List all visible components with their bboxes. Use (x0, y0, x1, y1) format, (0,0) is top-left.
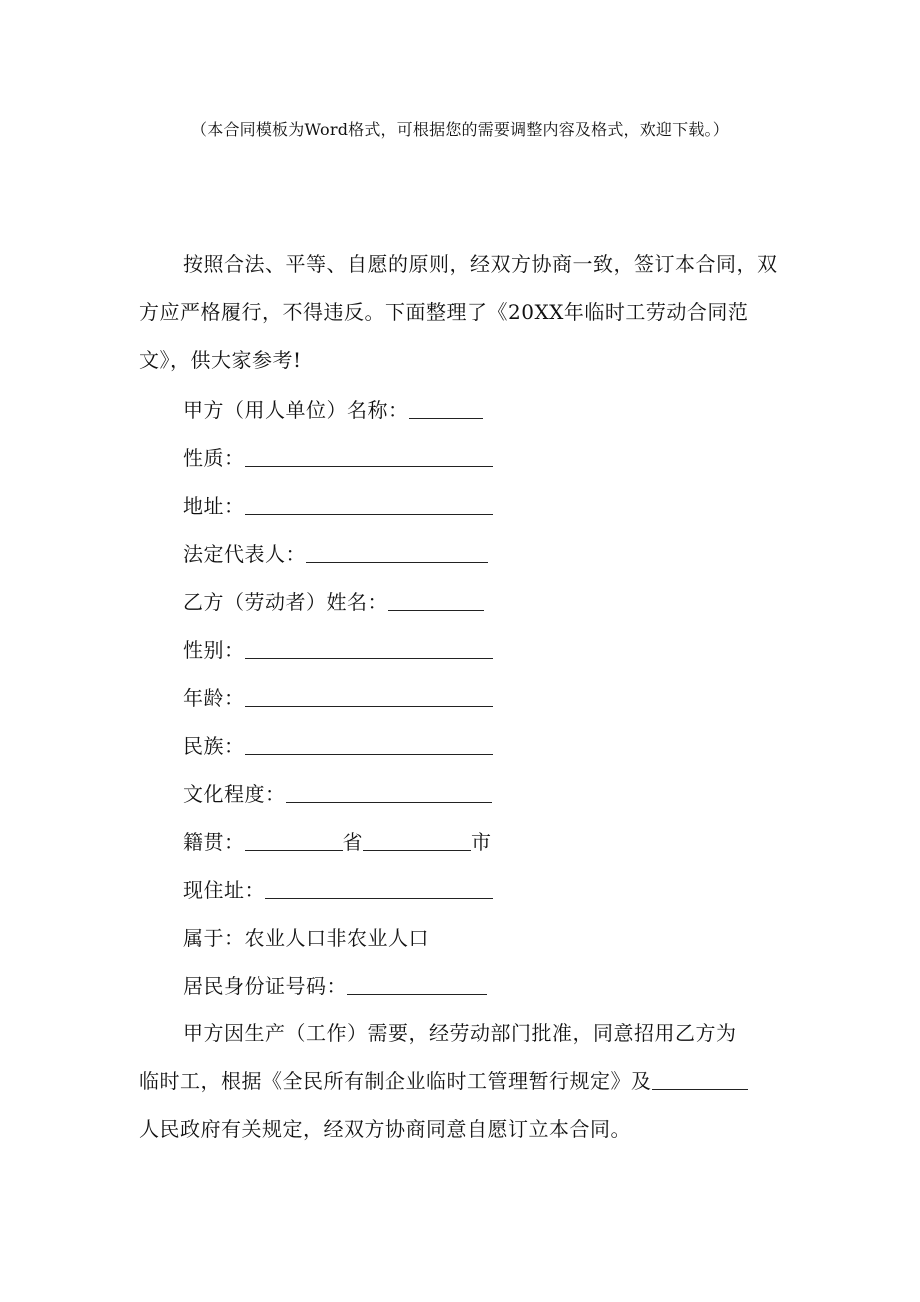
closing-paragraph (139, 1009, 779, 1153)
age-blank[interactable] (245, 705, 493, 707)
native-place-field (183, 818, 492, 866)
gender-label: 性别： (183, 638, 245, 662)
ethnicity-blank[interactable] (245, 753, 493, 755)
id-number-label: 居民身份证号码： (183, 974, 347, 998)
employee-name-blank[interactable] (388, 609, 484, 611)
legal-rep-blank[interactable] (306, 561, 488, 563)
city-label: 市 (471, 830, 492, 854)
address-blank[interactable] (245, 513, 493, 515)
intro-line-3: 文》，供大家参考! (139, 348, 302, 372)
id-number-field (183, 962, 487, 1010)
employer-name-label: 甲方（用人单位）名称： (183, 398, 409, 422)
native-place-label: 籍贯： (183, 830, 245, 854)
gender-field (183, 626, 493, 674)
closing-line-2: 临时工，根据《全民所有制企业临时工管理暂行规定》及 (139, 1069, 652, 1093)
employer-name-blank[interactable] (409, 417, 483, 419)
age-field (183, 674, 493, 722)
closing-line-2-wrapper (139, 1057, 779, 1105)
current-address-field (183, 866, 493, 914)
city-blank[interactable] (363, 849, 471, 851)
government-blank[interactable] (652, 1088, 748, 1090)
employee-name-field (183, 578, 484, 626)
education-field (183, 770, 492, 818)
id-number-blank[interactable] (347, 993, 487, 995)
nature-blank[interactable] (245, 465, 493, 467)
closing-line-3: 人民政府有关规定，经双方协商同意自愿订立本合同。 (139, 1117, 631, 1141)
age-label: 年龄： (183, 686, 245, 710)
address-label: 地址： (183, 494, 245, 518)
province-blank[interactable] (245, 849, 343, 851)
intro-paragraph (139, 240, 779, 384)
ethnicity-label: 民族： (183, 734, 245, 758)
education-label: 文化程度： (183, 782, 286, 806)
current-address-label: 现住址： (183, 878, 265, 902)
address-field (183, 482, 493, 530)
household-type-label: 属于：农业人口非农业人口 (183, 926, 429, 950)
nature-label: 性质： (183, 446, 245, 470)
employee-name-label: 乙方（劳动者）姓名： (183, 590, 388, 614)
nature-field (183, 434, 493, 482)
employer-name-field (183, 386, 483, 434)
legal-rep-field (183, 530, 488, 578)
current-address-blank[interactable] (265, 897, 493, 899)
household-type-field (183, 914, 429, 962)
closing-line-1: 甲方因生产（工作）需要，经劳动部门批准，同意招用乙方为 (183, 1021, 737, 1045)
province-label: 省 (342, 830, 363, 854)
template-note: （本合同模板为Word格式，可根据您的需要调整内容及格式，欢迎下载。） (191, 120, 729, 139)
intro-line-1: 按照合法、平等、自愿的原则，经双方协商一致，签订本合同，双 (183, 252, 778, 276)
education-blank[interactable] (286, 801, 492, 803)
gender-blank[interactable] (245, 657, 493, 659)
legal-rep-label: 法定代表人： (183, 542, 306, 566)
intro-line-2: 方应严格履行，不得违反。下面整理了《20XX年临时工劳动合同范 (139, 300, 749, 324)
ethnicity-field (183, 722, 493, 770)
